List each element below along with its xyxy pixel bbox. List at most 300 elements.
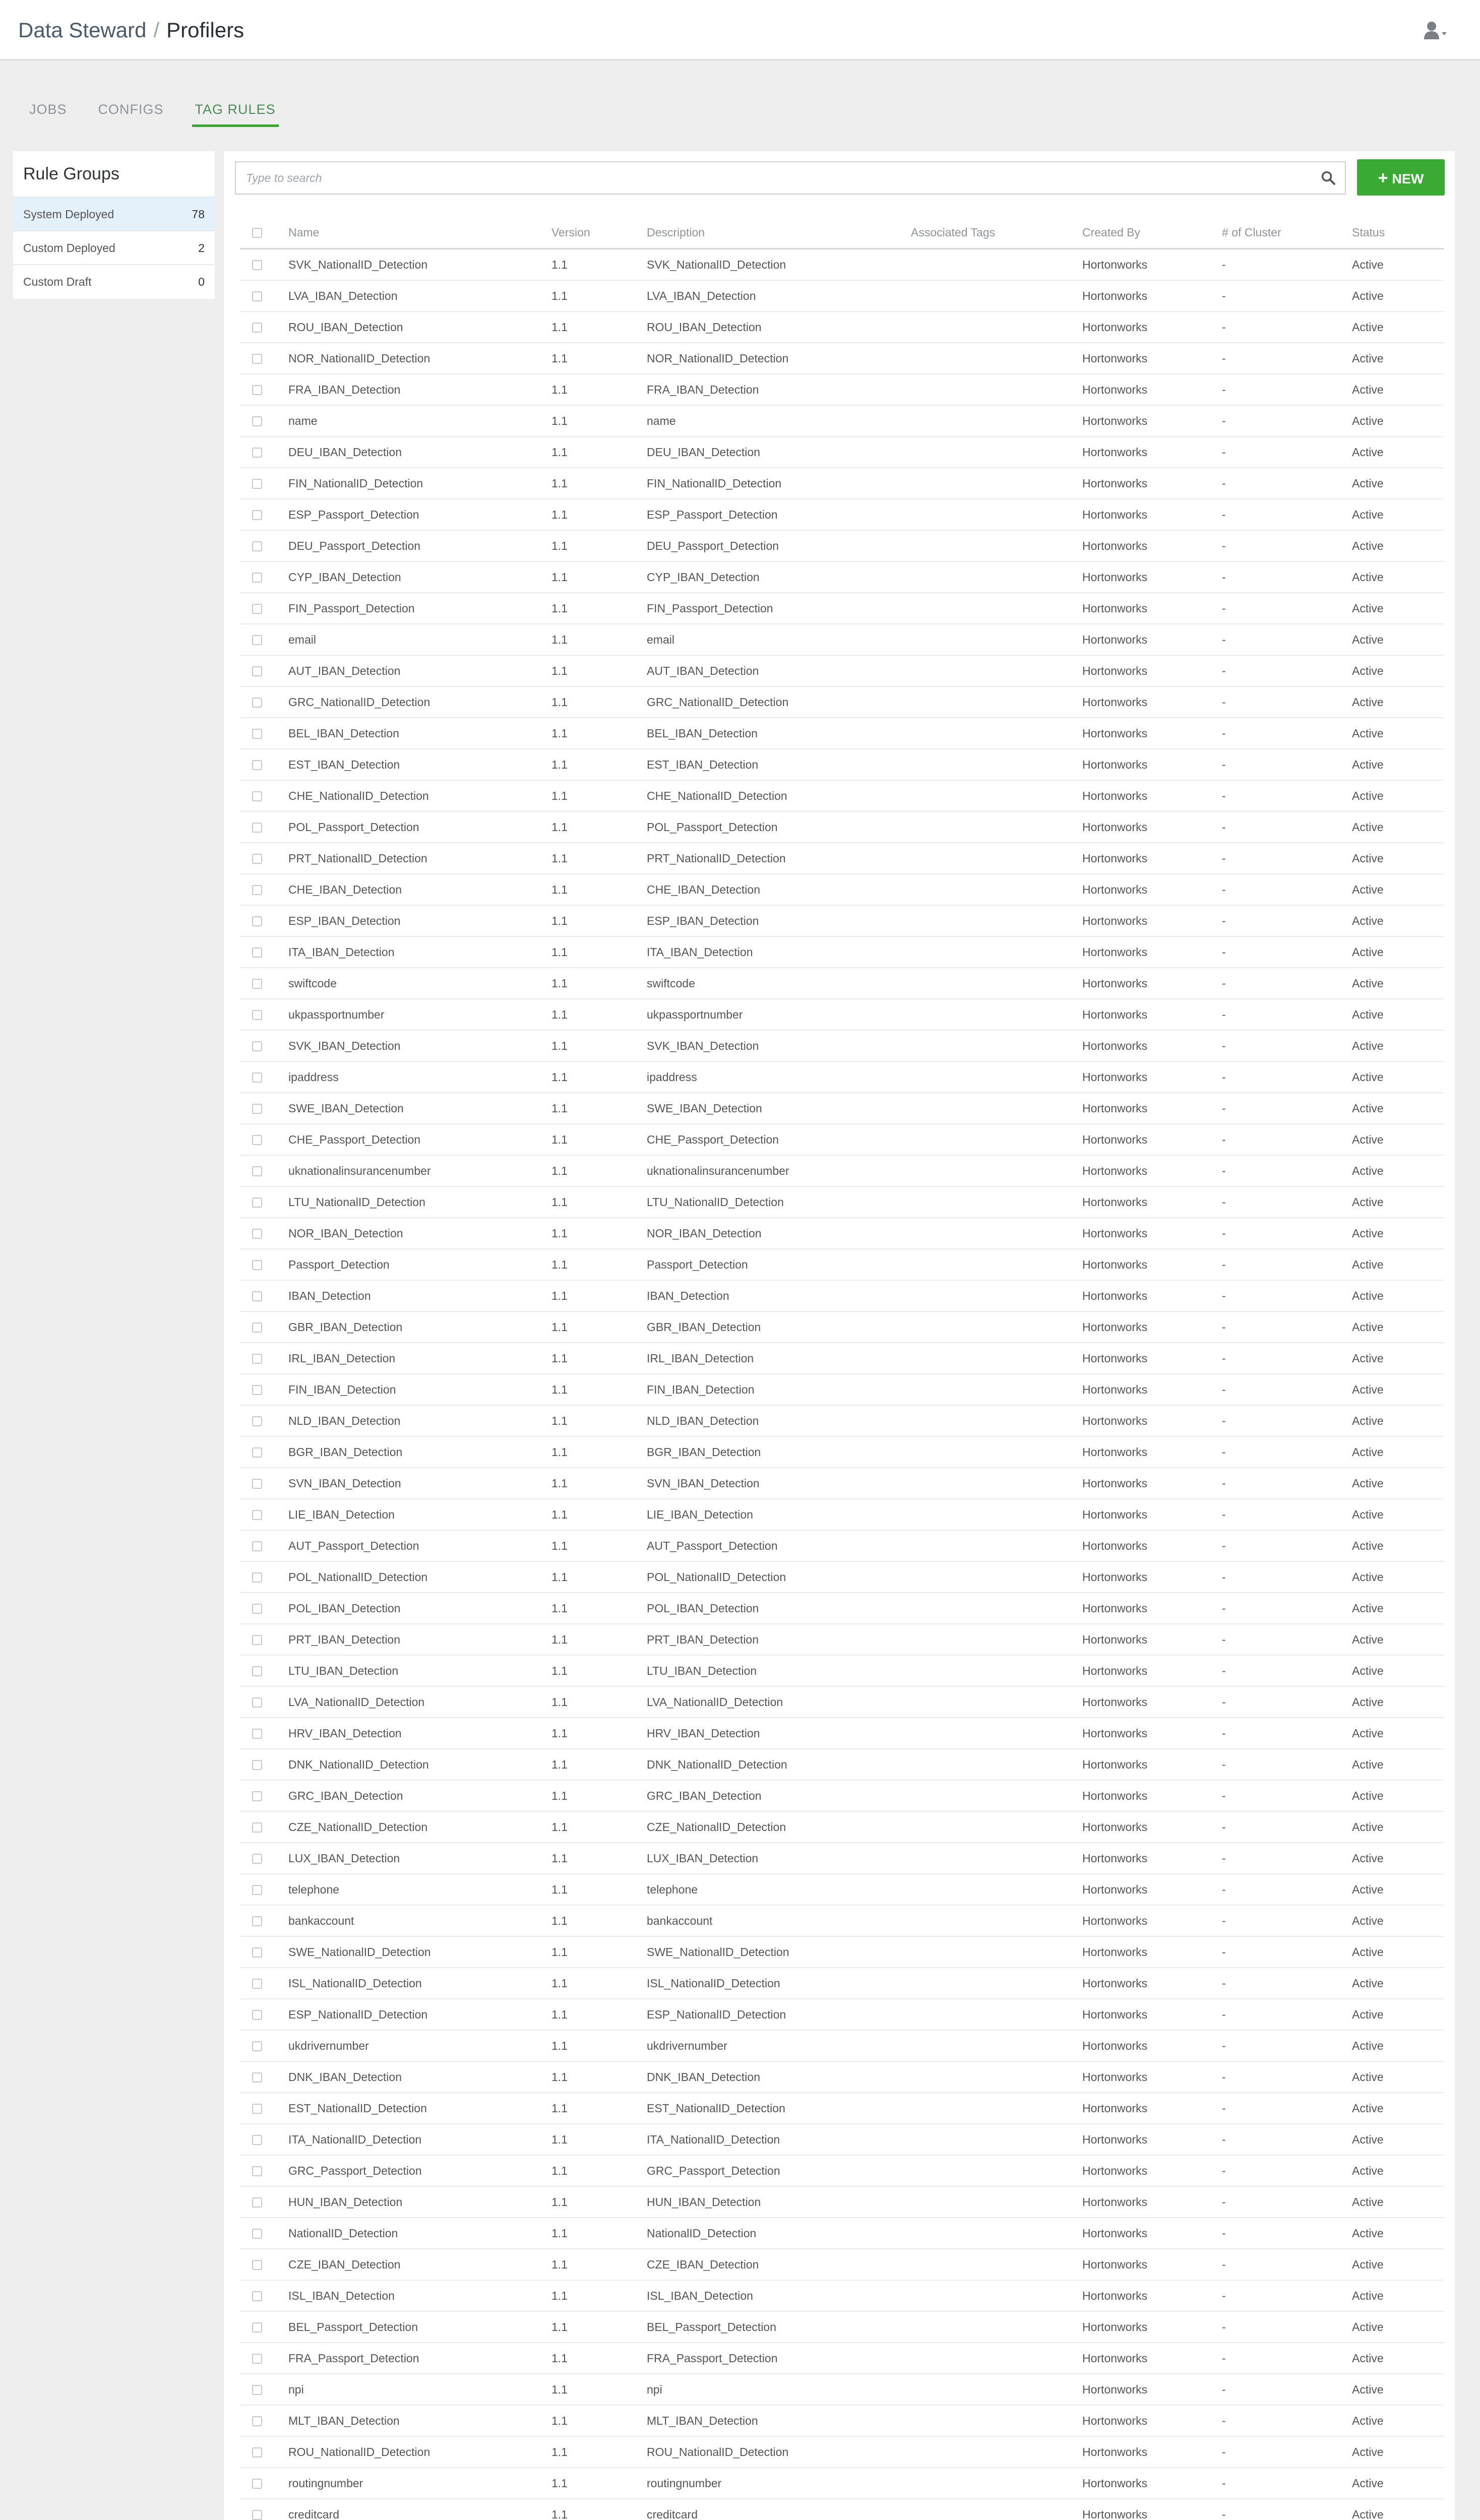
rule-cluster-count: - bbox=[1222, 249, 1352, 281]
rule-associated-tags bbox=[911, 343, 1082, 374]
rule-cluster-count: - bbox=[1222, 1311, 1352, 1343]
table-row[interactable] bbox=[240, 811, 1444, 843]
row-checkbox[interactable] bbox=[252, 1635, 262, 1645]
rule-status: Active bbox=[1352, 1249, 1444, 1280]
rule-created-by: Hortonworks bbox=[1082, 905, 1222, 936]
row-select-cell bbox=[240, 1280, 288, 1311]
rule-name: CHE_Passport_Detection bbox=[288, 1124, 551, 1155]
select-all-cell bbox=[240, 217, 288, 249]
column-header-created-by[interactable]: Created By bbox=[1082, 217, 1222, 249]
rule-associated-tags bbox=[911, 2186, 1082, 2218]
table-row[interactable] bbox=[240, 1093, 1444, 1124]
table-row[interactable] bbox=[240, 1686, 1444, 1718]
row-checkbox[interactable] bbox=[252, 2104, 262, 2114]
rule-created-by: Hortonworks bbox=[1082, 1936, 1222, 1968]
table-row[interactable] bbox=[240, 2280, 1444, 2311]
rule-created-by: Hortonworks bbox=[1082, 311, 1222, 343]
rule-name: FIN_NationalID_Detection bbox=[288, 468, 551, 499]
search-icon[interactable] bbox=[1321, 170, 1336, 185]
row-checkbox[interactable] bbox=[252, 2260, 262, 2270]
rule-description: FIN_Passport_Detection bbox=[647, 593, 911, 624]
table-row[interactable] bbox=[240, 1936, 1444, 1968]
row-select-cell bbox=[240, 1905, 288, 1936]
table-row[interactable] bbox=[240, 1530, 1444, 1561]
rule-created-by: Hortonworks bbox=[1082, 1405, 1222, 1436]
row-checkbox[interactable] bbox=[252, 1010, 262, 1020]
row-checkbox[interactable] bbox=[252, 1729, 262, 1739]
rule-status: Active bbox=[1352, 593, 1444, 624]
rule-name: DEU_Passport_Detection bbox=[288, 530, 551, 561]
rule-version: 1.1 bbox=[551, 780, 647, 811]
row-checkbox[interactable] bbox=[252, 2416, 262, 2426]
row-checkbox[interactable] bbox=[252, 1479, 262, 1489]
rule-status: Active bbox=[1352, 1843, 1444, 1874]
table-row[interactable] bbox=[240, 311, 1444, 343]
rule-cluster-count: - bbox=[1222, 1343, 1352, 1374]
table-row[interactable] bbox=[240, 1780, 1444, 1811]
table-row[interactable] bbox=[240, 1655, 1444, 1686]
row-checkbox[interactable] bbox=[252, 291, 262, 301]
table-row[interactable] bbox=[240, 1874, 1444, 1905]
rule-created-by: Hortonworks bbox=[1082, 1780, 1222, 1811]
table-row[interactable] bbox=[240, 374, 1444, 405]
rule-name: ESP_IBAN_Detection bbox=[288, 905, 551, 936]
row-checkbox[interactable] bbox=[252, 666, 262, 676]
tag-rules-table-body bbox=[240, 249, 1444, 2520]
row-checkbox[interactable] bbox=[252, 2072, 262, 2083]
table-row[interactable] bbox=[240, 2093, 1444, 2124]
row-checkbox[interactable] bbox=[252, 1291, 262, 1301]
rule-cluster-count: - bbox=[1222, 468, 1352, 499]
rule-version: 1.1 bbox=[551, 968, 647, 999]
table-row[interactable] bbox=[240, 1280, 1444, 1311]
table-row[interactable] bbox=[240, 561, 1444, 593]
row-select-cell bbox=[240, 1218, 288, 1249]
table-row[interactable] bbox=[240, 2124, 1444, 2155]
rule-associated-tags bbox=[911, 999, 1082, 1030]
rule-name: ITA_NationalID_Detection bbox=[288, 2124, 551, 2155]
rule-version: 1.1 bbox=[551, 1436, 647, 1468]
table-row[interactable] bbox=[240, 655, 1444, 686]
rule-created-by: Hortonworks bbox=[1082, 499, 1222, 530]
table-row[interactable] bbox=[240, 874, 1444, 905]
rule-cluster-count: - bbox=[1222, 1655, 1352, 1686]
row-checkbox[interactable] bbox=[252, 2291, 262, 2301]
rule-status: Active bbox=[1352, 1624, 1444, 1655]
search-input[interactable] bbox=[236, 162, 1305, 194]
rule-created-by: Hortonworks bbox=[1082, 1530, 1222, 1561]
rule-status: Active bbox=[1352, 468, 1444, 499]
rule-description: SVK_IBAN_Detection bbox=[647, 1030, 911, 1061]
row-checkbox[interactable] bbox=[252, 729, 262, 739]
row-checkbox[interactable] bbox=[252, 385, 262, 395]
rule-cluster-count: - bbox=[1222, 936, 1352, 968]
row-checkbox[interactable] bbox=[252, 2229, 262, 2239]
row-checkbox[interactable] bbox=[252, 1541, 262, 1551]
row-checkbox[interactable] bbox=[252, 2479, 262, 2489]
rule-status: Active bbox=[1352, 311, 1444, 343]
rule-cluster-count: - bbox=[1222, 1749, 1352, 1780]
new-rule-button[interactable] bbox=[1357, 159, 1445, 196]
row-checkbox[interactable] bbox=[252, 1760, 262, 1770]
rule-created-by: Hortonworks bbox=[1082, 1218, 1222, 1249]
rule-created-by: Hortonworks bbox=[1082, 1655, 1222, 1686]
user-menu-button[interactable] bbox=[1424, 20, 1447, 40]
table-row[interactable] bbox=[240, 1186, 1444, 1218]
rule-name: LIE_IBAN_Detection bbox=[288, 1499, 551, 1530]
row-checkbox[interactable] bbox=[252, 416, 262, 426]
rule-associated-tags bbox=[911, 1374, 1082, 1405]
row-checkbox[interactable] bbox=[252, 1822, 262, 1833]
row-checkbox[interactable] bbox=[252, 1854, 262, 1864]
row-checkbox[interactable] bbox=[252, 604, 262, 614]
table-row[interactable] bbox=[240, 1030, 1444, 1061]
column-header-status[interactable]: Status bbox=[1352, 217, 1444, 249]
row-checkbox[interactable] bbox=[252, 2135, 262, 2145]
sidebar-item-custom-draft[interactable] bbox=[13, 264, 215, 298]
rule-version: 1.1 bbox=[551, 1718, 647, 1749]
rule-associated-tags bbox=[911, 1093, 1082, 1124]
row-checkbox[interactable] bbox=[252, 1916, 262, 1926]
rule-description: FIN_IBAN_Detection bbox=[647, 1374, 911, 1405]
rule-description: POL_Passport_Detection bbox=[647, 811, 911, 843]
row-checkbox[interactable] bbox=[252, 1666, 262, 1676]
row-select-cell bbox=[240, 968, 288, 999]
rule-name: PRT_IBAN_Detection bbox=[288, 1624, 551, 1655]
rule-version: 1.1 bbox=[551, 811, 647, 843]
table-row[interactable] bbox=[240, 468, 1444, 499]
rule-cluster-count: - bbox=[1222, 343, 1352, 374]
row-checkbox[interactable] bbox=[252, 1322, 262, 1333]
table-row[interactable] bbox=[240, 905, 1444, 936]
rule-version: 1.1 bbox=[551, 2186, 647, 2218]
table-row[interactable] bbox=[240, 280, 1444, 311]
row-checkbox[interactable] bbox=[252, 1385, 262, 1395]
table-row[interactable] bbox=[240, 1624, 1444, 1655]
rule-status: Active bbox=[1352, 561, 1444, 593]
row-checkbox[interactable] bbox=[252, 1979, 262, 1989]
rule-associated-tags bbox=[911, 1280, 1082, 1311]
row-checkbox[interactable] bbox=[252, 979, 262, 989]
rule-associated-tags bbox=[911, 780, 1082, 811]
rule-created-by: Hortonworks bbox=[1082, 874, 1222, 905]
tab-tag-rules[interactable]: TAG RULES bbox=[192, 99, 279, 127]
rule-cluster-count: - bbox=[1222, 2249, 1352, 2280]
rule-cluster-count: - bbox=[1222, 2030, 1352, 2061]
rule-created-by: Hortonworks bbox=[1082, 1374, 1222, 1405]
rule-version: 1.1 bbox=[551, 1999, 647, 2030]
rule-created-by: Hortonworks bbox=[1082, 593, 1222, 624]
table-row[interactable] bbox=[240, 2374, 1444, 2405]
table-row[interactable] bbox=[240, 593, 1444, 624]
rule-cluster-count: - bbox=[1222, 436, 1352, 468]
row-checkbox[interactable] bbox=[252, 541, 262, 551]
table-row[interactable] bbox=[240, 436, 1444, 468]
table-row[interactable] bbox=[240, 1811, 1444, 1843]
row-checkbox[interactable] bbox=[252, 854, 262, 864]
rule-description: LTU_NationalID_Detection bbox=[647, 1186, 911, 1218]
table-row[interactable] bbox=[240, 624, 1444, 655]
rule-description: npi bbox=[647, 2374, 911, 2405]
row-checkbox[interactable] bbox=[252, 916, 262, 926]
rule-status: Active bbox=[1352, 2249, 1444, 2280]
row-checkbox[interactable] bbox=[252, 510, 262, 520]
row-checkbox[interactable] bbox=[252, 698, 262, 708]
table-row[interactable] bbox=[240, 2436, 1444, 2468]
sidebar-item-custom-deployed[interactable] bbox=[13, 230, 215, 264]
row-checkbox[interactable] bbox=[252, 885, 262, 895]
rule-version: 1.1 bbox=[551, 1186, 647, 1218]
row-checkbox[interactable] bbox=[252, 1697, 262, 1708]
table-row[interactable] bbox=[240, 530, 1444, 561]
column-header-cluster-count[interactable]: # of Cluster bbox=[1222, 217, 1352, 249]
rule-status: Active bbox=[1352, 999, 1444, 1030]
rule-created-by: Hortonworks bbox=[1082, 1061, 1222, 1093]
row-checkbox[interactable] bbox=[252, 1416, 262, 1426]
row-checkbox[interactable] bbox=[252, 323, 262, 333]
table-row[interactable] bbox=[240, 1405, 1444, 1436]
table-row[interactable] bbox=[240, 1311, 1444, 1343]
rule-cluster-count: - bbox=[1222, 1093, 1352, 1124]
rule-cluster-count: - bbox=[1222, 1030, 1352, 1061]
rule-cluster-count: - bbox=[1222, 2311, 1352, 2343]
rule-associated-tags bbox=[911, 1968, 1082, 1999]
rule-name: BGR_IBAN_Detection bbox=[288, 1436, 551, 1468]
row-checkbox[interactable] bbox=[252, 760, 262, 770]
row-checkbox[interactable] bbox=[252, 1229, 262, 1239]
table-row[interactable] bbox=[240, 1718, 1444, 1749]
table-row[interactable] bbox=[240, 2311, 1444, 2343]
row-checkbox[interactable] bbox=[252, 1447, 262, 1458]
table-row[interactable] bbox=[240, 2030, 1444, 2061]
row-select-cell bbox=[240, 2405, 288, 2436]
row-select-cell bbox=[240, 2374, 288, 2405]
row-checkbox[interactable] bbox=[252, 1885, 262, 1895]
row-select-cell bbox=[240, 343, 288, 374]
row-checkbox[interactable] bbox=[252, 573, 262, 583]
rule-status: Active bbox=[1352, 2343, 1444, 2374]
table-row[interactable] bbox=[240, 749, 1444, 780]
rule-name: IRL_IBAN_Detection bbox=[288, 1343, 551, 1374]
row-select-cell bbox=[240, 1999, 288, 2030]
row-checkbox[interactable] bbox=[252, 2354, 262, 2364]
rule-cluster-count: - bbox=[1222, 2343, 1352, 2374]
table-row[interactable] bbox=[240, 2499, 1444, 2520]
rule-associated-tags bbox=[911, 2468, 1082, 2499]
table-row[interactable] bbox=[240, 1843, 1444, 1874]
table-row[interactable] bbox=[240, 2186, 1444, 2218]
rule-description: IBAN_Detection bbox=[647, 1280, 911, 1311]
row-checkbox[interactable] bbox=[252, 1166, 262, 1176]
rule-associated-tags bbox=[911, 2374, 1082, 2405]
table-row[interactable] bbox=[240, 1749, 1444, 1780]
table-row[interactable] bbox=[240, 2218, 1444, 2249]
table-row[interactable] bbox=[240, 2468, 1444, 2499]
table-row[interactable] bbox=[240, 1124, 1444, 1155]
rule-description: GRC_IBAN_Detection bbox=[647, 1780, 911, 1811]
row-checkbox[interactable] bbox=[252, 2322, 262, 2333]
table-row[interactable] bbox=[240, 1155, 1444, 1186]
row-select-cell bbox=[240, 843, 288, 874]
row-checkbox[interactable] bbox=[252, 948, 262, 958]
row-checkbox[interactable] bbox=[252, 1354, 262, 1364]
rule-groups-sidebar bbox=[13, 151, 215, 299]
table-row[interactable] bbox=[240, 1499, 1444, 1530]
table-row[interactable] bbox=[240, 1436, 1444, 1468]
rule-description: AUT_Passport_Detection bbox=[647, 1530, 911, 1561]
row-checkbox[interactable] bbox=[252, 1947, 262, 1958]
row-checkbox[interactable] bbox=[252, 635, 262, 645]
row-checkbox[interactable] bbox=[252, 1198, 262, 1208]
row-checkbox[interactable] bbox=[252, 2010, 262, 2020]
table-row[interactable] bbox=[240, 343, 1444, 374]
table-row[interactable] bbox=[240, 2249, 1444, 2280]
rule-name: FRA_Passport_Detection bbox=[288, 2343, 551, 2374]
row-checkbox[interactable] bbox=[252, 1791, 262, 1801]
table-row[interactable] bbox=[240, 686, 1444, 718]
tab-configs[interactable]: CONFIGS bbox=[98, 102, 164, 117]
table-row[interactable] bbox=[240, 1343, 1444, 1374]
row-checkbox[interactable] bbox=[252, 2166, 262, 2176]
rule-status: Active bbox=[1352, 1936, 1444, 1968]
table-row[interactable] bbox=[240, 1968, 1444, 1999]
row-checkbox[interactable] bbox=[252, 2447, 262, 2458]
table-row[interactable] bbox=[240, 405, 1444, 436]
row-checkbox[interactable] bbox=[252, 354, 262, 364]
rule-name: bankaccount bbox=[288, 1905, 551, 1936]
table-row[interactable] bbox=[240, 1468, 1444, 1499]
table-row[interactable] bbox=[240, 1218, 1444, 1249]
table-row[interactable] bbox=[240, 499, 1444, 530]
rule-version: 1.1 bbox=[551, 1686, 647, 1718]
table-row[interactable] bbox=[240, 2343, 1444, 2374]
rule-cluster-count: - bbox=[1222, 1936, 1352, 1968]
column-header-name[interactable]: Name bbox=[288, 217, 551, 249]
rule-version: 1.1 bbox=[551, 2374, 647, 2405]
table-row[interactable] bbox=[240, 968, 1444, 999]
rule-name: Passport_Detection bbox=[288, 1249, 551, 1280]
rule-status: Active bbox=[1352, 374, 1444, 405]
rule-status: Active bbox=[1352, 843, 1444, 874]
row-checkbox[interactable] bbox=[252, 791, 262, 801]
rule-description: FRA_Passport_Detection bbox=[647, 2343, 911, 2374]
table-row[interactable] bbox=[240, 1999, 1444, 2030]
row-checkbox[interactable] bbox=[252, 260, 262, 270]
table-row[interactable] bbox=[240, 718, 1444, 749]
row-checkbox[interactable] bbox=[252, 1104, 262, 1114]
row-checkbox[interactable] bbox=[252, 1041, 262, 1051]
table-row[interactable] bbox=[240, 1061, 1444, 1093]
row-checkbox[interactable] bbox=[252, 2041, 262, 2051]
rule-version: 1.1 bbox=[551, 686, 647, 718]
row-checkbox[interactable] bbox=[252, 2510, 262, 2520]
row-select-cell bbox=[240, 2030, 288, 2061]
rule-version: 1.1 bbox=[551, 249, 647, 281]
rule-name: routingnumber bbox=[288, 2468, 551, 2499]
rule-created-by: Hortonworks bbox=[1082, 2405, 1222, 2436]
rule-version: 1.1 bbox=[551, 2280, 647, 2311]
table-row[interactable] bbox=[240, 780, 1444, 811]
rule-created-by: Hortonworks bbox=[1082, 2155, 1222, 2186]
rule-status: Active bbox=[1352, 624, 1444, 655]
rule-created-by: Hortonworks bbox=[1082, 968, 1222, 999]
table-row[interactable] bbox=[240, 1905, 1444, 1936]
table-row[interactable] bbox=[240, 1593, 1444, 1624]
rule-version: 1.1 bbox=[551, 468, 647, 499]
table-row[interactable] bbox=[240, 1249, 1444, 1280]
rule-created-by: Hortonworks bbox=[1082, 2343, 1222, 2374]
rule-status: Active bbox=[1352, 1780, 1444, 1811]
row-checkbox[interactable] bbox=[252, 2197, 262, 2208]
rule-associated-tags bbox=[911, 2343, 1082, 2374]
column-header-associated-tags[interactable]: Associated Tags bbox=[911, 217, 1082, 249]
rule-created-by: Hortonworks bbox=[1082, 1593, 1222, 1624]
rule-status: Active bbox=[1352, 968, 1444, 999]
breadcrumb-root-link[interactable]: Data Steward bbox=[18, 18, 147, 42]
rule-name: NOR_NationalID_Detection bbox=[288, 343, 551, 374]
rule-description: DEU_IBAN_Detection bbox=[647, 436, 911, 468]
row-checkbox[interactable] bbox=[252, 823, 262, 833]
column-header-version[interactable]: Version bbox=[551, 217, 647, 249]
row-select-cell bbox=[240, 1749, 288, 1780]
row-checkbox[interactable] bbox=[252, 1135, 262, 1145]
rule-description: PRT_NationalID_Detection bbox=[647, 843, 911, 874]
row-select-cell bbox=[240, 2468, 288, 2499]
rule-status: Active bbox=[1352, 1374, 1444, 1405]
row-checkbox[interactable] bbox=[252, 1073, 262, 1083]
rule-status: Active bbox=[1352, 2499, 1444, 2520]
row-select-cell bbox=[240, 561, 288, 593]
table-row[interactable] bbox=[240, 1561, 1444, 1593]
table-row[interactable] bbox=[240, 936, 1444, 968]
column-header-description[interactable]: Description bbox=[647, 217, 911, 249]
row-select-cell bbox=[240, 249, 288, 281]
row-checkbox[interactable] bbox=[252, 448, 262, 458]
sidebar-item-system-deployed[interactable] bbox=[13, 197, 215, 230]
select-all-checkbox[interactable] bbox=[252, 228, 262, 238]
row-checkbox[interactable] bbox=[252, 1510, 262, 1520]
table-row[interactable] bbox=[240, 2405, 1444, 2436]
table-row[interactable] bbox=[240, 249, 1444, 281]
row-checkbox[interactable] bbox=[252, 1572, 262, 1583]
rule-name: GRC_Passport_Detection bbox=[288, 2155, 551, 2186]
row-checkbox[interactable] bbox=[252, 2385, 262, 2395]
table-row[interactable] bbox=[240, 2061, 1444, 2093]
tab-jobs[interactable]: JOBS bbox=[29, 102, 67, 117]
table-row[interactable] bbox=[240, 2155, 1444, 2186]
table-row[interactable] bbox=[240, 843, 1444, 874]
rule-name: LVA_NationalID_Detection bbox=[288, 1686, 551, 1718]
row-checkbox[interactable] bbox=[252, 479, 262, 489]
rule-associated-tags bbox=[911, 530, 1082, 561]
rule-version: 1.1 bbox=[551, 936, 647, 968]
rule-description: SWE_IBAN_Detection bbox=[647, 1093, 911, 1124]
row-checkbox[interactable] bbox=[252, 1260, 262, 1270]
row-select-cell bbox=[240, 2311, 288, 2343]
row-checkbox[interactable] bbox=[252, 1604, 262, 1614]
rule-cluster-count: - bbox=[1222, 1249, 1352, 1280]
table-row[interactable] bbox=[240, 1374, 1444, 1405]
table-row[interactable] bbox=[240, 999, 1444, 1030]
rule-version: 1.1 bbox=[551, 1249, 647, 1280]
rule-name: AUT_Passport_Detection bbox=[288, 1530, 551, 1561]
row-select-cell bbox=[240, 2436, 288, 2468]
rule-version: 1.1 bbox=[551, 2030, 647, 2061]
row-select-cell bbox=[240, 2186, 288, 2218]
rule-description: PRT_IBAN_Detection bbox=[647, 1624, 911, 1655]
rule-description: NOR_NationalID_Detection bbox=[647, 343, 911, 374]
rule-name: CZE_NationalID_Detection bbox=[288, 1811, 551, 1843]
